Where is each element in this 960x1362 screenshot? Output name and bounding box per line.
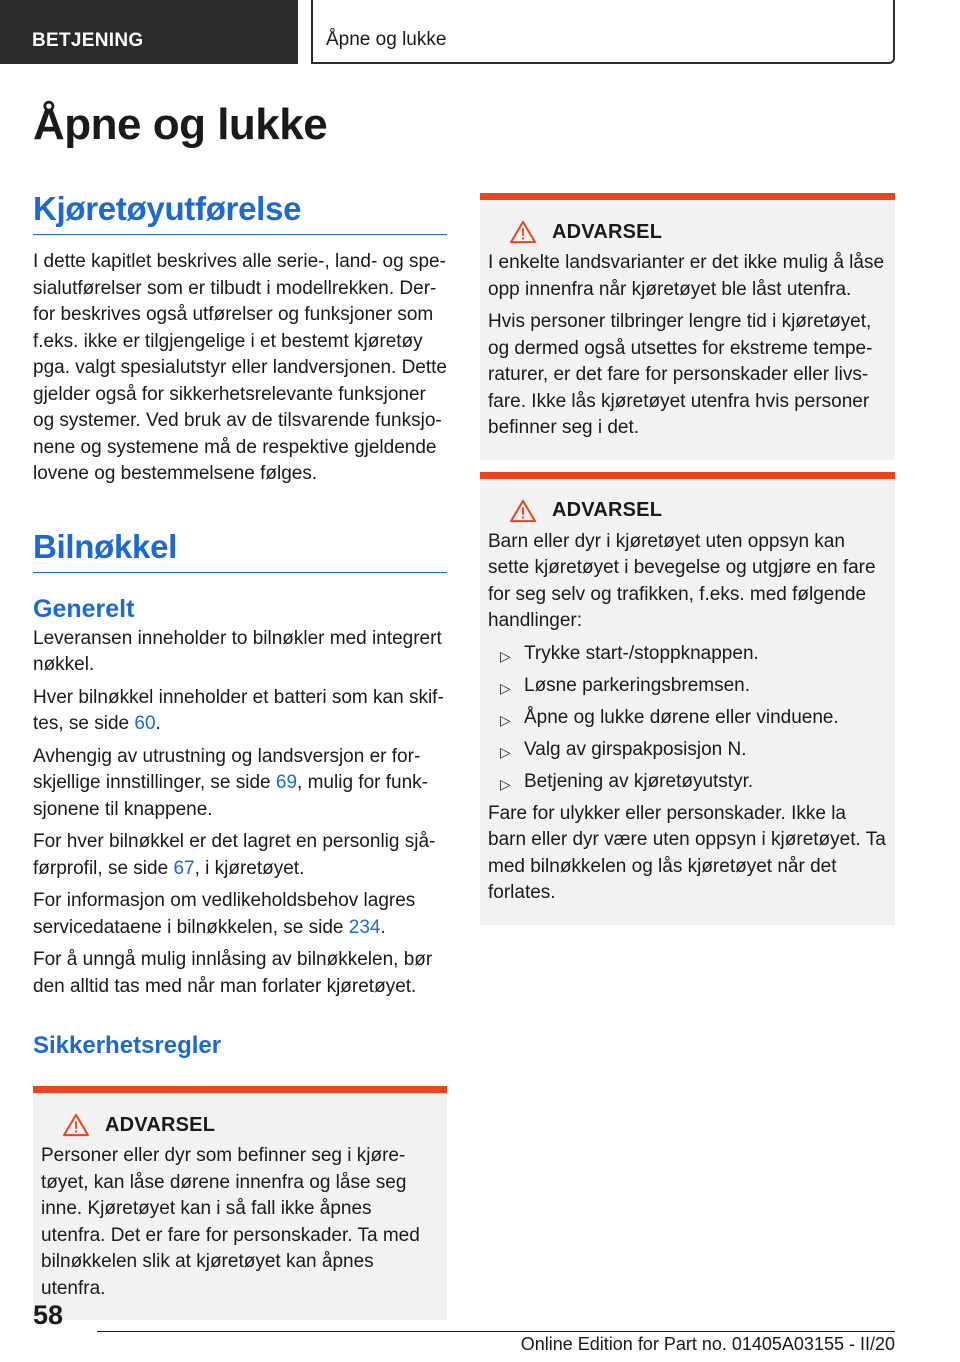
triangle-bullet-icon: ▷	[500, 775, 511, 792]
triangle-bullet-icon: ▷	[500, 743, 511, 760]
warning-header	[488, 218, 887, 246]
warning-title: ADVARSEL	[552, 499, 663, 521]
header-chapter-box	[311, 0, 895, 64]
warning-triangle-icon	[508, 499, 538, 523]
warning-text: Barn eller dyr i kjøretøyet uten oppsyn kan sette kjøretøyet i bevegelse og utgjøre en fare for seg selv og trafikken, f.eks. med følgende handlinger:	[488, 530, 876, 631]
warning-action-list	[488, 641, 887, 795]
warning-triangle-icon	[508, 220, 538, 244]
heading-vehicle-version: Kjøretøyutførelse	[33, 190, 447, 235]
warning-text: Fare for ulykker eller personskader. Ikke la barn eller dyr være uten oppsyn i kjøretøyet. Ta med bilnøkkelen og lås kjøretøyet når det forlates.	[488, 802, 886, 903]
page-title: Åpne og lukke	[33, 100, 328, 149]
paragraph-battery: Hver bilnøkkel inneholder et batteri som kan skiftes, se side 60.	[33, 686, 444, 734]
warning-box-locked-in	[33, 1086, 447, 1320]
paragraph-settings: Avhengig av utrustning og landsversjon er forskjellige innstillinger, se side 69, mulig for funksjonene til knappene.	[33, 745, 428, 820]
list-item: ▷ Løsne parkeringsbremsen.	[488, 673, 887, 699]
heading-car-key: Bilnøkkel	[33, 528, 447, 573]
footer-edition: Online Edition for Part no. 01405A03155 - II/20	[520, 1334, 895, 1354]
warning-text: Personer eller dyr som befinner seg i kjøretøyet, kan låse dørene innenfra og låse seg inne. Kjøretøyet kan i så fall ikke åpnes utenfra. Det er fare for personskader. Ta med bilnøkkelen slik at kjøretøyet kan åpnes utenfra.	[41, 1145, 420, 1299]
page-link-67[interactable]: 67	[173, 857, 195, 879]
warning-header	[41, 1111, 439, 1139]
header-section-tab	[0, 0, 298, 64]
list-item: ▷ Trykke start-/stoppknappen.	[488, 641, 887, 667]
paragraph-service-data: For informasjon om vedlikeholdsbehov lagres servicedataene i bilnøkkelen, se side 234.	[33, 890, 416, 938]
warning-box-unlock	[480, 193, 895, 460]
warning-header	[488, 497, 887, 525]
list-item: ▷ Åpne og lukke dørene eller vinduene.	[488, 705, 887, 731]
footer-divider	[97, 1331, 895, 1332]
list-item: ▷ Valg av girspakposisjon N.	[488, 737, 887, 763]
list-item: ▷ Betjening av kjøretøyutstyr.	[488, 769, 887, 795]
left-column	[33, 190, 447, 1320]
page-link-60[interactable]: 60	[134, 713, 156, 734]
header-chapter-label: Åpne og lukke	[326, 29, 447, 50]
paragraph-vehicle-version: I dette kapitlet beskrives alle serie-, land- og spesialutførelser som er tilbudt i modellrekken. Derfor beskrives også utførelser og funksjoner som f.eks. ikke er tilgjengelige i et bestemt kjøretøy pga. valgt spesialutstyr eller landversjonen. Dette gjelder også for sikkerhetsrelevante funksjoner og systemer. Ved bruk av de tilsvarende funksjonene og systemene må de respektive gjeldende lovene og bestemmelsene følges.	[33, 251, 448, 484]
warning-triangle-icon	[61, 1113, 91, 1137]
triangle-bullet-icon: ▷	[500, 679, 511, 696]
page-link-234[interactable]: 234	[348, 916, 381, 938]
header-section-label: BETJENING	[32, 30, 144, 51]
paragraph-delivery: Leveransen inneholder to bilnøkler med integrert nøkkel.	[33, 627, 442, 675]
right-column	[480, 193, 895, 925]
paragraph-driver-profile: For hver bilnøkkel er det lagret en personlig sjåførprofil, se side 67, i kjøretøyet.	[33, 831, 436, 879]
heading-general: Generelt	[33, 594, 135, 623]
warning-text: Hvis personer tilbringer lengre tid i kjøretøyet, og dermed også utsettes for ekstreme temperaturer, er det fare for personskader eller livsfare. Ikke lås kjøretøyet utenfra hvis personer befinner seg i det.	[488, 311, 873, 438]
paragraph-lock-in: For å unngå mulig innlåsing av bilnøkkelen, bør den alltid tas med når man forlater kjøretøyet.	[33, 949, 433, 997]
warning-title: ADVARSEL	[105, 1113, 216, 1136]
warning-text: I enkelte landsvarianter er det ikke mulig å låse opp innenfra når kjøretøyet ble låst utenfra.	[488, 252, 885, 300]
triangle-bullet-icon: ▷	[500, 711, 511, 728]
warning-title: ADVARSEL	[552, 220, 663, 243]
heading-safety-rules: Sikkerhetsregler	[33, 1032, 222, 1059]
page-link-69[interactable]: 69	[275, 772, 298, 793]
warning-box-children-animals	[480, 472, 895, 925]
triangle-bullet-icon: ▷	[500, 647, 511, 664]
page-number: 58	[33, 1300, 64, 1330]
